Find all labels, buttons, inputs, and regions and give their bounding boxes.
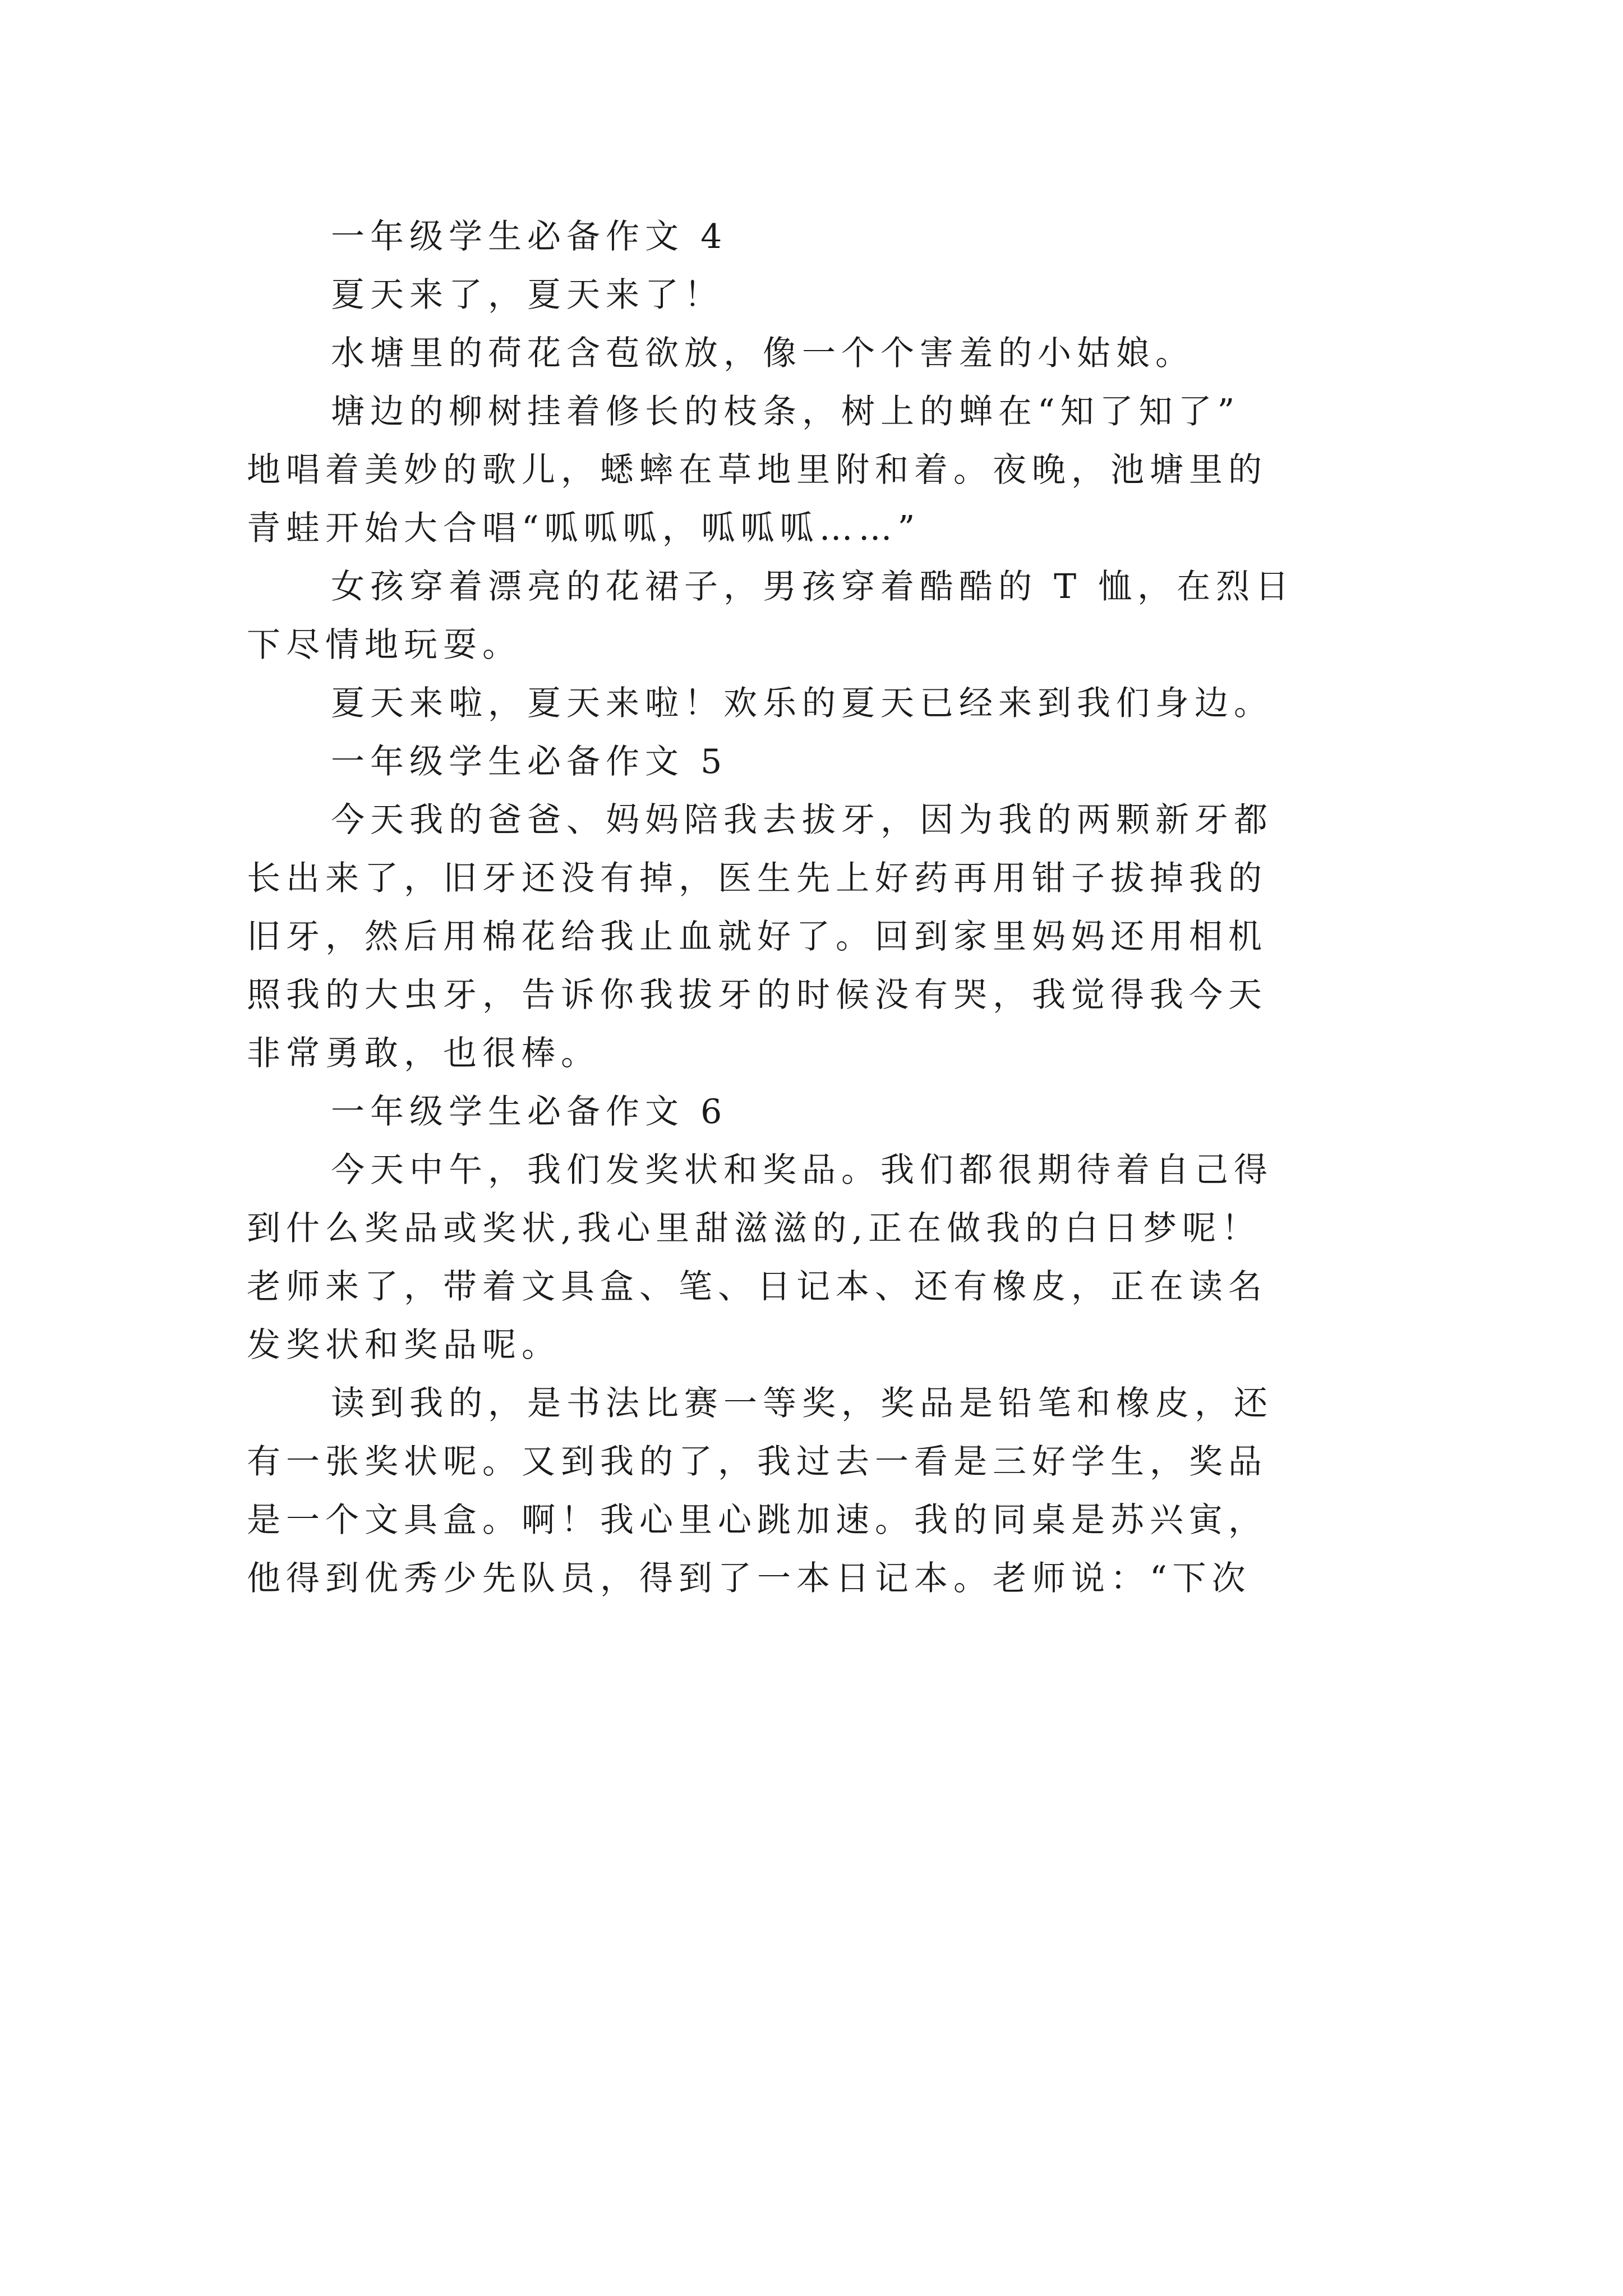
essay-5-paragraph-line: 非常勇敢，也很棒。: [247, 1034, 600, 1073]
essay-6-paragraph-line: 到什么奖品或奖状,我心里甜滋滋的,正在做我的白日梦呢！: [247, 1209, 1261, 1248]
essay-4-paragraph-line: 青蛙开始大合唱“呱呱呱，呱呱呱……”: [247, 509, 921, 548]
document-page: [247, 208, 1402, 1608]
essay-4-paragraph-line: 水塘里的荷花含苞欲放，像一个个害羞的小姑娘。: [331, 334, 1195, 373]
essay-6-heading: 一年级学生必备作文 6: [331, 1092, 728, 1131]
essay-6-paragraph-line: 发奖状和奖品呢。: [247, 1326, 561, 1365]
essay-4-paragraph-line: 女孩穿着漂亮的花裙子，男孩穿着酷酷的 T 恤，在烈日: [331, 567, 1295, 606]
essay-4-paragraph-line: 夏天来了，夏天来了！: [331, 275, 723, 315]
essay-5-paragraph-line: 照我的大虫牙，告诉你我拔牙的时候没有哭，我觉得我今天: [247, 976, 1267, 1015]
essay-6-paragraph-line: 老师来了，带着文具盒、笔、日记本、还有橡皮，正在读名: [247, 1267, 1267, 1306]
essay-4-paragraph-line: 地唱着美妙的歌儿，蟋蟀在草地里附和着。夜晚，池塘里的: [247, 450, 1267, 490]
essay-6-paragraph-line: 是一个文具盒。啊！我心里心跳加速。我的同桌是苏兴寅，: [247, 1501, 1267, 1540]
essay-4-paragraph-line: 下尽情地玩耍。: [247, 625, 522, 665]
essay-6-paragraph-line: 读到我的，是书法比赛一等奖，奖品是铅笔和橡皮，还: [331, 1384, 1273, 1423]
essay-5-paragraph-line: 旧牙，然后用棉花给我止血就好了。回到家里妈妈还用相机: [247, 917, 1267, 956]
essay-5-heading: 一年级学生必备作文 5: [331, 742, 728, 781]
essay-5-paragraph-line: 今天我的爸爸、妈妈陪我去拔牙，因为我的两颗新牙都: [331, 800, 1273, 840]
essay-6-paragraph-line: 他得到优秀少先队员，得到了一本日记本。老师说：“下次: [247, 1559, 1251, 1598]
essay-4-paragraph-line: 夏天来啦，夏天来啦！欢乐的夏天已经来到我们身边。: [331, 684, 1273, 723]
essay-6-paragraph-line: 有一张奖状呢。又到我的了，我过去一看是三好学生，奖品: [247, 1442, 1267, 1481]
essay-4-paragraph-line: 塘边的柳树挂着修长的枝条，树上的蝉在“知了知了”: [331, 392, 1241, 431]
essay-5-paragraph-line: 长出来了，旧牙还没有掉，医生先上好药再用钳子拔掉我的: [247, 859, 1267, 898]
essay-4-heading: 一年级学生必备作文 4: [331, 217, 728, 256]
essay-6-paragraph-line: 今天中午，我们发奖状和奖品。我们都很期待着自己得: [331, 1151, 1273, 1190]
